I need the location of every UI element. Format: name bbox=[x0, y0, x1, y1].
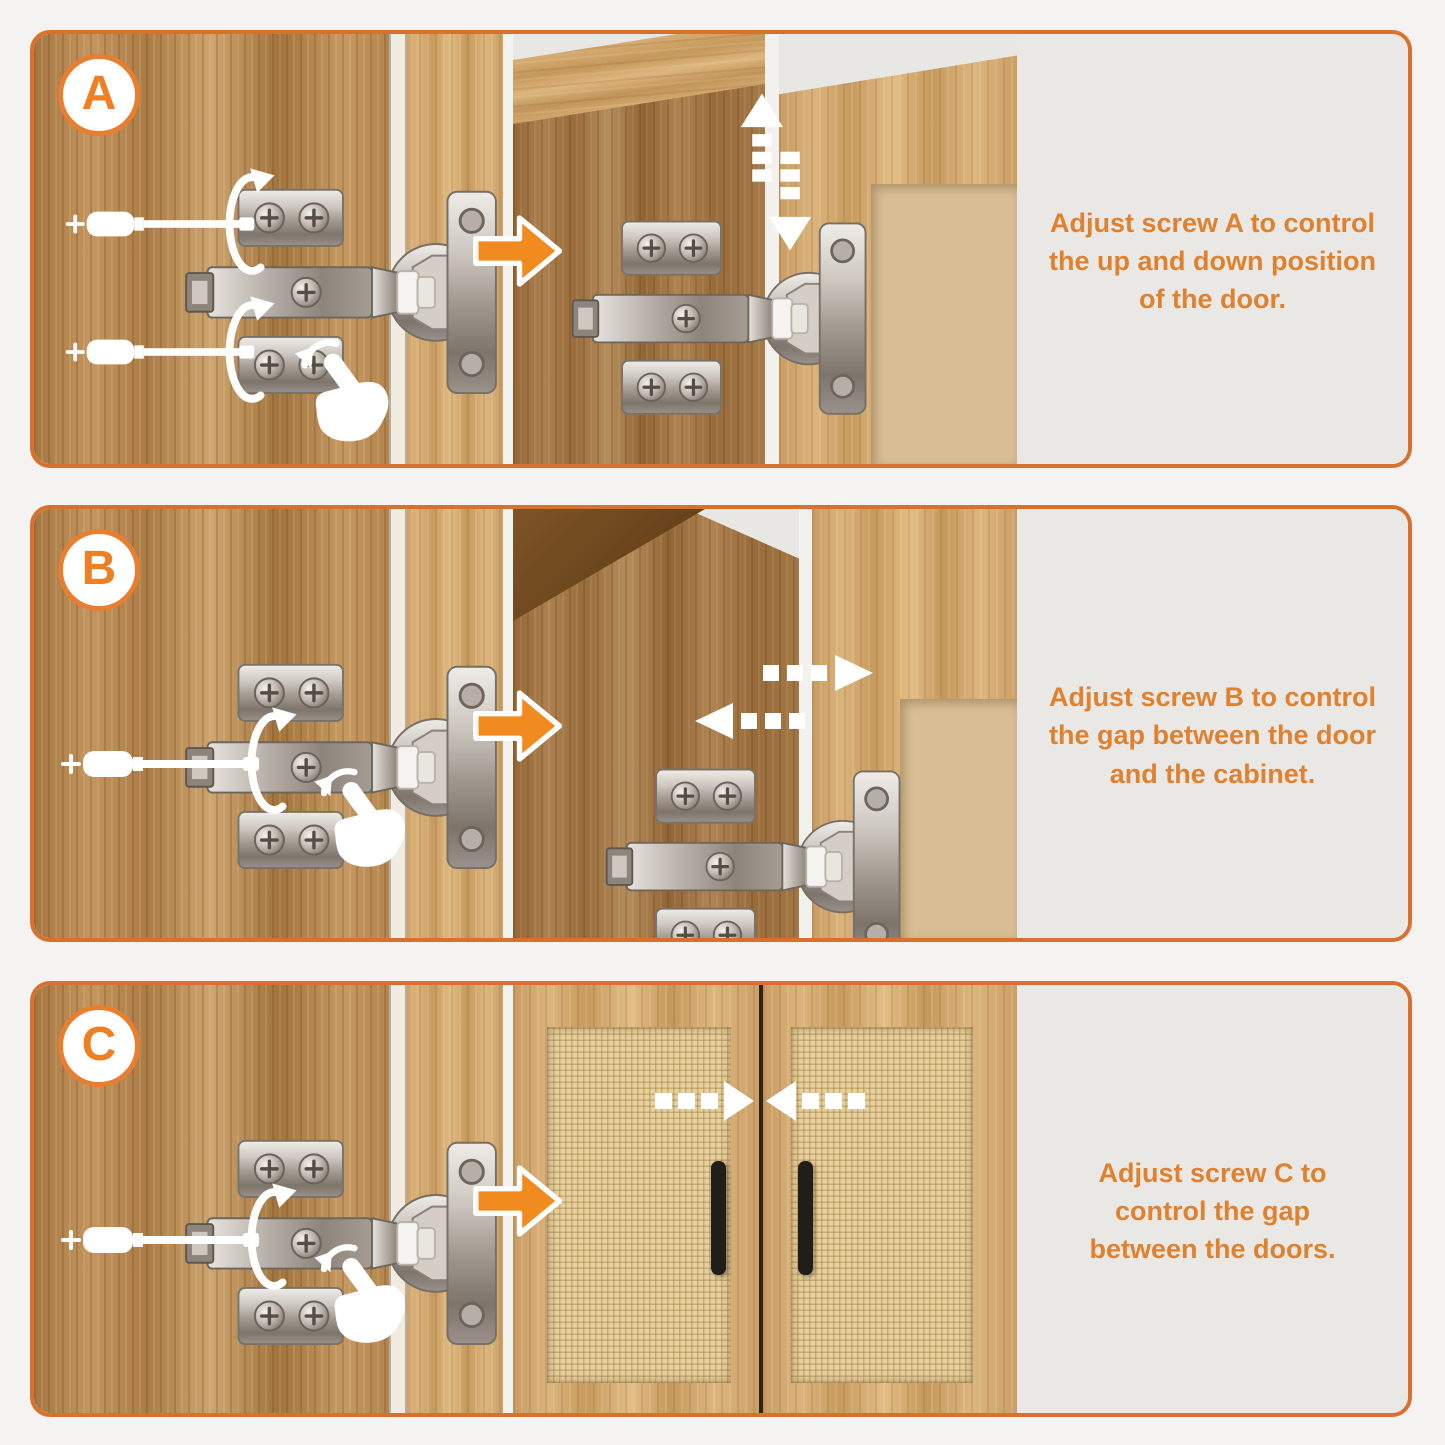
rotation-arrow-icon bbox=[234, 704, 300, 822]
door-handle bbox=[711, 1161, 726, 1275]
converging-arrows-icon bbox=[653, 1079, 867, 1123]
step-letter-b: B bbox=[81, 542, 117, 595]
hinge-adjustment-photo-b bbox=[34, 509, 503, 938]
instruction-caption-c bbox=[1017, 985, 1408, 1413]
orange-arrow-icon bbox=[472, 686, 564, 766]
door-position-photo-a bbox=[513, 34, 1017, 464]
instruction-text-b: Adjust screw B to control the gap between the door and the cabinet. bbox=[1048, 682, 1377, 789]
step-letter-c: C bbox=[81, 1018, 117, 1071]
instruction-caption-a bbox=[1017, 34, 1408, 464]
hand-tap-icon bbox=[306, 1237, 414, 1357]
hinge-adjustment-photo-c bbox=[34, 985, 503, 1413]
instruction-text-a: Adjust screw A to control the up and down position of the door. bbox=[1049, 207, 1376, 315]
up-down-arrows-icon bbox=[739, 90, 813, 254]
rotation-arrow-icon bbox=[212, 293, 278, 411]
mounted-hinge-illustration bbox=[569, 216, 871, 445]
step-badge-b bbox=[58, 529, 140, 611]
step-badge-a bbox=[58, 54, 140, 136]
step-letter-a: A bbox=[81, 67, 117, 120]
door-position-photo-b bbox=[513, 509, 1017, 938]
hand-tap-icon bbox=[306, 761, 414, 881]
hand-tap-icon bbox=[286, 332, 398, 456]
rotation-arrow-icon bbox=[234, 1180, 300, 1298]
rotation-arrow-icon bbox=[212, 165, 278, 283]
orange-arrow-icon bbox=[472, 211, 564, 291]
door-position-photo-c bbox=[513, 985, 1017, 1413]
orange-arrow-icon bbox=[472, 1161, 564, 1241]
instruction-panel-b bbox=[30, 505, 1412, 942]
door-inset-panel bbox=[900, 699, 1017, 938]
door-inset-panel bbox=[871, 184, 1017, 464]
left-right-arrows-icon bbox=[693, 655, 893, 747]
doors-gap-line bbox=[759, 985, 763, 1413]
instruction-panel-a bbox=[30, 30, 1412, 468]
instruction-text-c: Adjust screw C to control the gap between the doors. bbox=[1089, 1157, 1336, 1265]
mounted-hinge-illustration bbox=[603, 764, 905, 938]
instruction-caption-b bbox=[1017, 509, 1408, 938]
instruction-panel-c bbox=[30, 981, 1412, 1417]
hinge-adjustment-photo-a bbox=[34, 34, 503, 464]
step-badge-c bbox=[58, 1005, 140, 1087]
door-handle bbox=[798, 1161, 813, 1275]
